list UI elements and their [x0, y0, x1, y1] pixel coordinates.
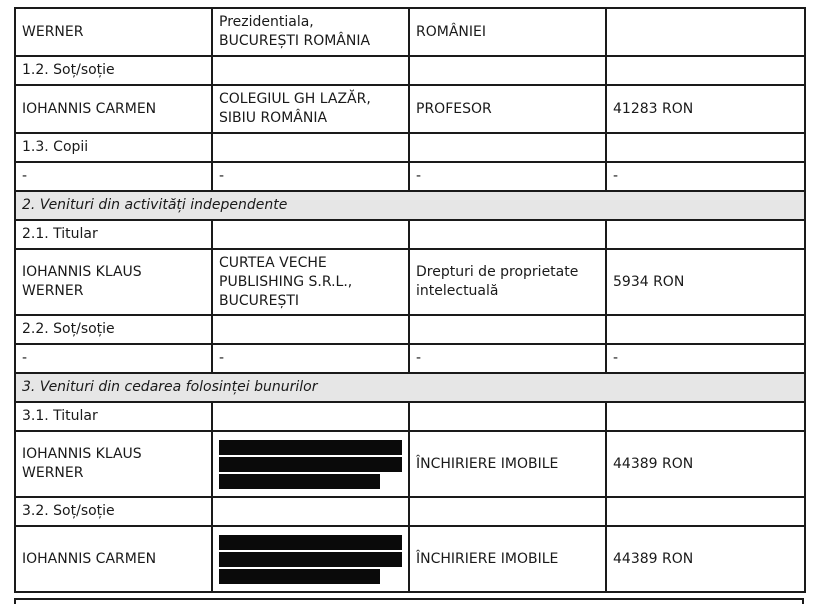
table-row	[15, 162, 805, 191]
redaction-bar	[219, 457, 402, 472]
section-header-row	[15, 191, 805, 220]
table-cell: 44389 RON	[606, 431, 805, 497]
table-cell: -	[15, 162, 212, 191]
table-row	[15, 249, 805, 315]
table-cell: -	[409, 162, 606, 191]
table-cell: Prezidentiala, BUCUREȘTI ROMÂNIA	[212, 8, 409, 56]
table-cell	[606, 402, 805, 431]
table-row	[15, 8, 805, 56]
table-cell	[212, 56, 409, 85]
redaction-bar	[219, 440, 402, 455]
table-cell	[212, 497, 409, 526]
table-cell: ÎNCHIRIERE IMOBILE	[409, 431, 606, 497]
table-cell	[606, 56, 805, 85]
redaction-bar	[219, 535, 402, 550]
table-row	[15, 526, 805, 592]
table-cell	[212, 402, 409, 431]
table-row	[15, 431, 805, 497]
table-cell: -	[606, 344, 805, 373]
redacted-cell	[212, 431, 409, 497]
table-cell	[606, 315, 805, 344]
table-row	[15, 402, 805, 431]
section-title: 3. Venituri din cedarea folosinței bunurilor	[15, 373, 805, 402]
table-cell: IOHANNIS CARMEN	[15, 85, 212, 133]
table-cell: -	[409, 344, 606, 373]
table-cell: 3.2. Soț/soție	[15, 497, 212, 526]
table-cell: ÎNCHIRIERE IMOBILE	[409, 526, 606, 592]
table-cell: 3.1. Titular	[15, 402, 212, 431]
table-row	[15, 85, 805, 133]
section-title: 2. Venituri din activități independente	[15, 191, 805, 220]
table-cell: 44389 RON	[606, 526, 805, 592]
table-cell: WERNER	[15, 8, 212, 56]
table-row	[15, 133, 805, 162]
table-cell: ROMÂNIEI	[409, 8, 606, 56]
table-cell	[409, 497, 606, 526]
table-cell	[606, 497, 805, 526]
section-header-row	[15, 373, 805, 402]
table-cell: CURTEA VECHE PUBLISHING S.R.L., BUCUREȘTI	[212, 249, 409, 315]
table-cell: IOHANNIS CARMEN	[15, 526, 212, 592]
redaction-bar	[219, 474, 380, 489]
table-cell: 2.2. Soț/soție	[15, 315, 212, 344]
table-cell: Drepturi de proprietate intelectuală	[409, 249, 606, 315]
table-row	[15, 220, 805, 249]
table-cell: -	[606, 162, 805, 191]
redacted-cell	[212, 526, 409, 592]
table-cell	[606, 133, 805, 162]
table-cell: PROFESOR	[409, 85, 606, 133]
table-cell	[409, 56, 606, 85]
table-row	[15, 497, 805, 526]
table-cell	[212, 220, 409, 249]
table-cell: -	[212, 162, 409, 191]
table-row	[15, 344, 805, 373]
table-cell: 1.3. Copii	[15, 133, 212, 162]
table-cell: -	[15, 344, 212, 373]
table-cell: IOHANNIS KLAUS WERNER	[15, 431, 212, 497]
table-cell	[409, 133, 606, 162]
table-cell	[606, 220, 805, 249]
redaction-bar	[219, 552, 402, 567]
next-row-edge	[14, 598, 804, 604]
table-cell: 5934 RON	[606, 249, 805, 315]
table-cell: 41283 RON	[606, 85, 805, 133]
table-cell	[606, 8, 805, 56]
table-cell: 1.2. Soț/soție	[15, 56, 212, 85]
redaction-bar	[219, 569, 380, 584]
table-cell	[409, 402, 606, 431]
table-cell	[409, 315, 606, 344]
table-cell: IOHANNIS KLAUS WERNER	[15, 249, 212, 315]
table-cell	[409, 220, 606, 249]
table-cell	[212, 133, 409, 162]
table-row	[15, 56, 805, 85]
income-table	[14, 7, 806, 593]
table-cell: COLEGIUL GH LAZĂR, SIBIU ROMÂNIA	[212, 85, 409, 133]
table-cell: 2.1. Titular	[15, 220, 212, 249]
table-cell: -	[212, 344, 409, 373]
table-row	[15, 315, 805, 344]
table-cell	[212, 315, 409, 344]
